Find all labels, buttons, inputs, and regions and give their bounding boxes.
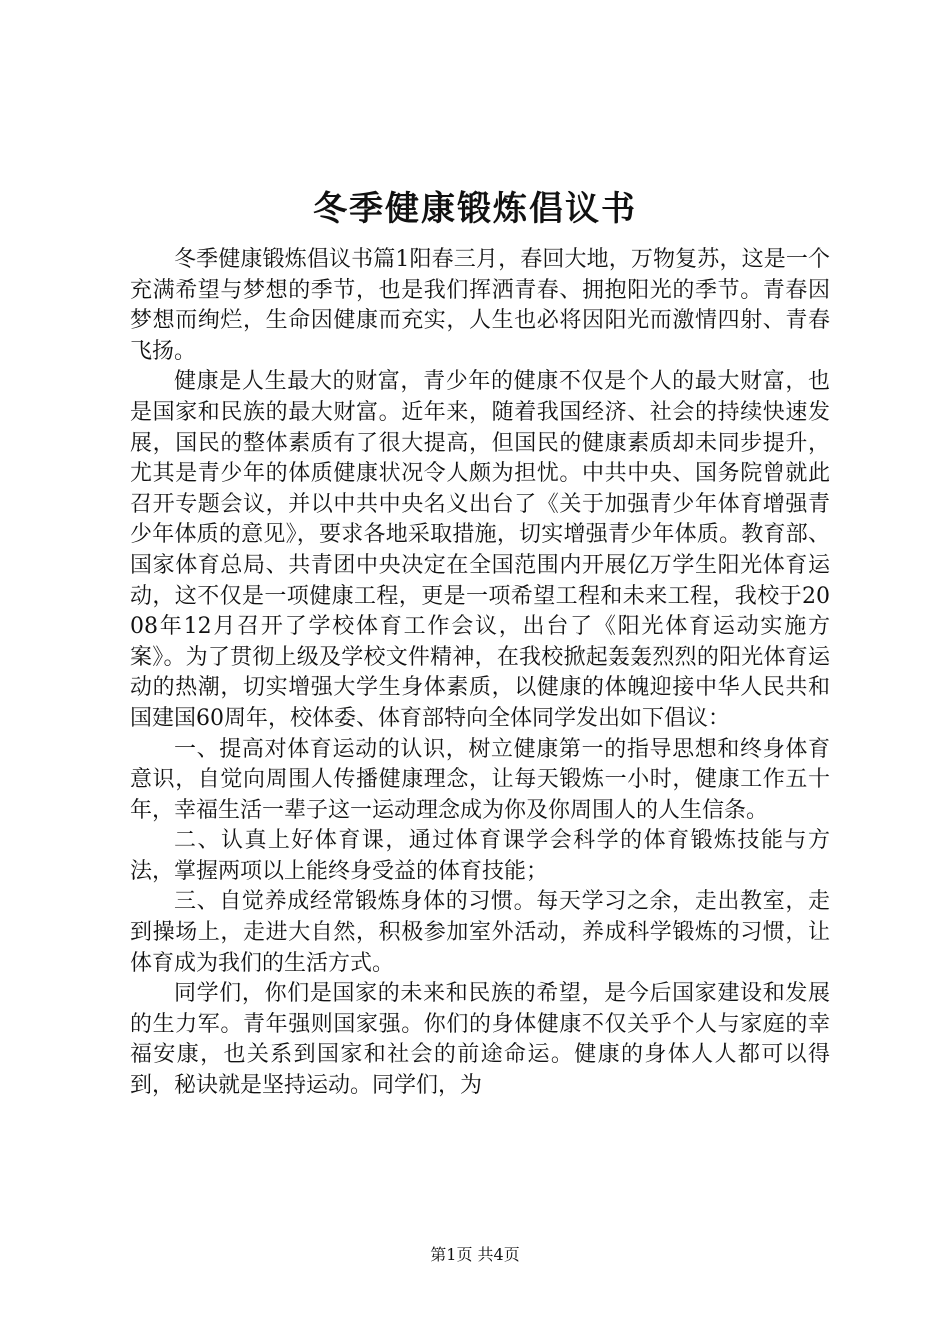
document-body: [130, 245, 830, 1102]
page-footer: 第1页 共4页: [430, 1245, 520, 1264]
paragraph-health-wealth: 健康是人生最大的财富，青少年的健康不仅是个人的最大财富，也是国家和民族的最大财富。近年来，随着我国经济、社会的持续快速发展，国民的整体素质有了很大提高，但国民的健康素质却未同步提升，尤其是青少年的体质健康状况令人颇为担忧。中共中央、国务院曾就此召开专题会议，并以中共中央名义出台了《关于加强青少年体育增强青少年体质的意见》，要求各地采取措施，切实增强青少年体质。教育部、国家体育总局、共青团中央决定在全国范围内开展亿万学生阳光体育运动，这不仅是一项健康工程，更是一项希望工程和未来工程，我校于2008年12月召开了学校体育工作会议，出台了《阳光体育运动实施方案》。为了贯彻上级及学校文件精神，在我校掀起轰轰烈烈的阳光体育运动的热潮，切实增强大学生身体素质，以健康的体魄迎接中华人民共和国建国60周年，校体委、体育部特向全体同学发出如下倡议：: [130, 369, 830, 731]
paragraph-closing: 同学们，你们是国家的未来和民族的希望，是今后国家建设和发展的生力军。青年强则国家强。你们的身体健康不仅关乎个人与家庭的幸福安康，也关系到国家和社会的前途命运。健康的身体人人都可以得到，秘诀就是坚持运动。同学们，为: [130, 981, 830, 1099]
paragraph-proposal-2: 二、认真上好体育课，通过体育课学会科学的体育锻炼技能与方法，掌握两项以上能终身受益的体育技能；: [130, 828, 830, 884]
paragraph-intro: 冬季健康锻炼倡议书篇1阳春三月，春回大地，万物复苏，这是一个充满希望与梦想的季节，也是我们挥洒青春、拥抱阳光的季节。青春因梦想而绚烂，生命因健康而充实，人生也必将因阳光而激情四射、青春飞扬。: [130, 247, 830, 364]
paragraph-proposal-3: 三、自觉养成经常锻炼身体的习惯。每天学习之余，走出教室，走到操场上，走进大自然，积极参加室外活动，养成科学锻炼的习惯，让体育成为我们的生活方式。: [130, 889, 830, 976]
paragraph-proposal-1: 一、提高对体育运动的认识，树立健康第一的指导思想和终身体育意识，自觉向周围人传播健康理念，让每天锻炼一小时，健康工作五十年，幸福生活一辈子这一运动理念成为你及你周围人的人生信条。: [130, 736, 830, 823]
document-title: 冬季健康锻炼倡议书: [313, 189, 637, 229]
